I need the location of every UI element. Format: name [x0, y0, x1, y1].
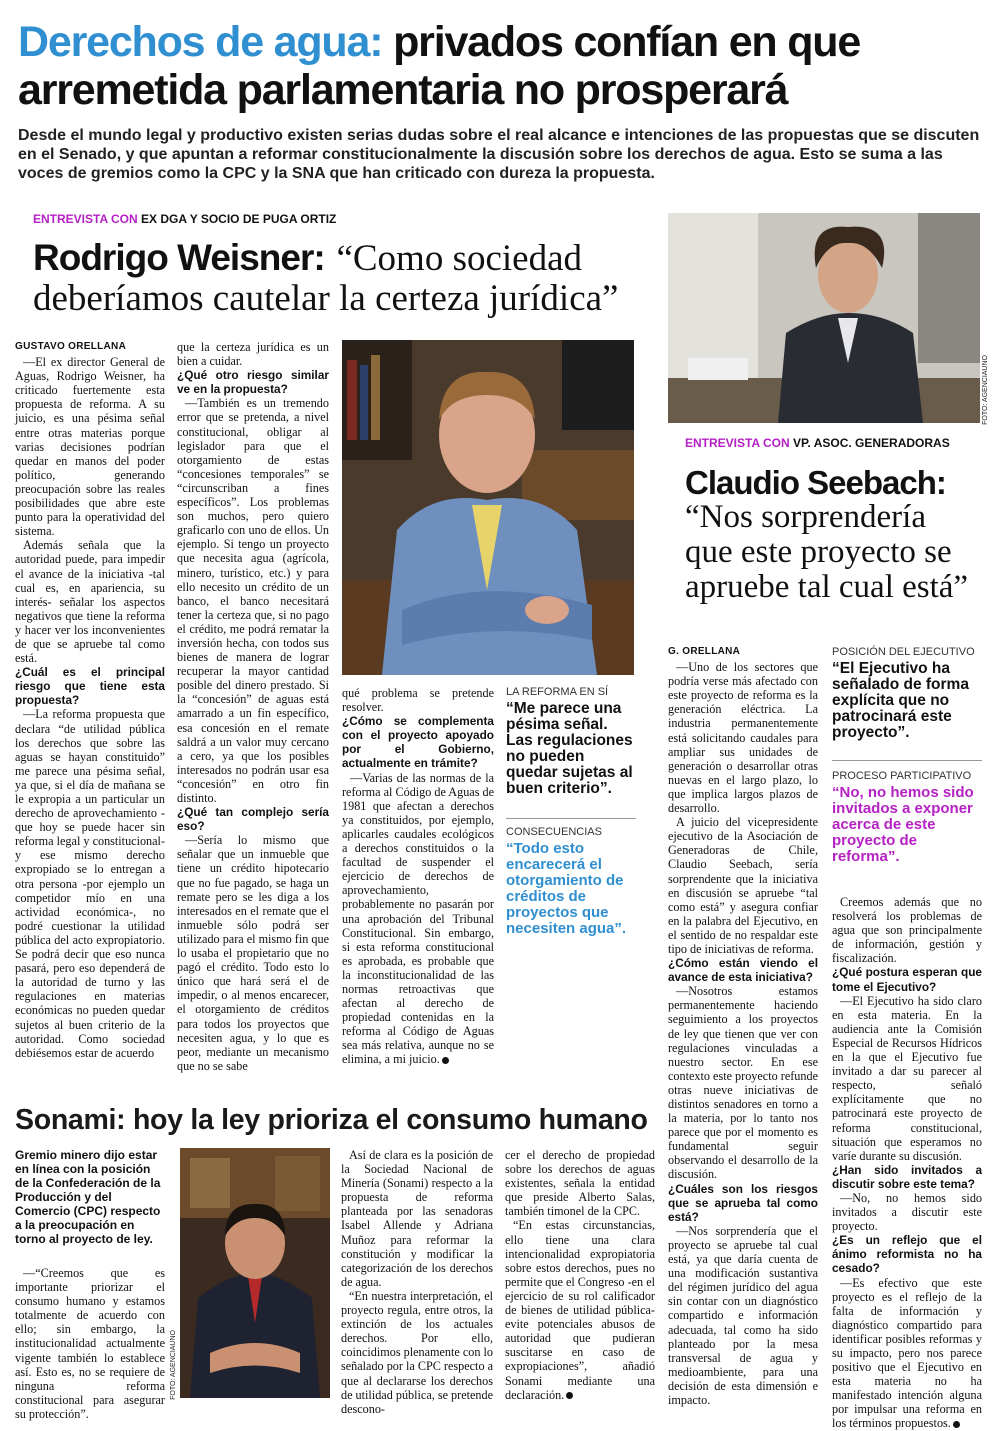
sonami-paragraph [505, 1218, 655, 1401]
seebach-pullquote-1 [832, 646, 982, 741]
sonami-paragraph: “En nuestra interpretación, el proyecto regula, entre otros, la extinción de los actuales derechos. Por ello, coincidimos plenamente con lo señalado por la CPC respecto a que al declararse los derechos de utilidad pública, se pretende descono- [341, 1288, 493, 1416]
sonami-photo [180, 1148, 330, 1398]
interview-paragraph [668, 1224, 818, 1407]
seebach-kicker-label: ENTREVISTA CON [685, 436, 790, 450]
pullquote-label: PROCESO PARTICIPATIVO [832, 770, 972, 782]
paragraph-text: Creemos además que no resolverá los problemas de agua que son principalmente de información, gestión y fiscalización. [832, 895, 982, 966]
sonami-paragraph: —“Creemos que es importante priorizar el consumo humano y estamos totalmente de acuerdo con ello; sin embargo, la institucionalidad actualmente vigente también lo establece así. Esto es, no se requiere de ninguna reforma constitucional para asegurar su protección”. [15, 1266, 165, 1421]
interview-paragraph [177, 833, 329, 1073]
paragraph-text: —Nos sorprendería que el proyecto se apruebe tal cual está, ya que daría cuenta de una modificación sustantiva del régimen jurídico del agua sin contar con un diagnóstico compartido e información adecuada, tal como ha sido planteado por la mesa transversal de agua y medioambiente, para una decisión de esta dimensión e impacto. [668, 1223, 818, 1407]
sonami-title: Sonami: hoy la ley prioriza el consumo humano [15, 1104, 648, 1136]
interview-question [177, 368, 329, 396]
paragraph-text: —Uno de los sectores que podría verse más afectado con este proyecto de reforma es la generación eléctrica. La industria permanentemente está solicitando caudales para ampliar sus unidades de generación o desarrollar otras nuevas en el largo plazo, lo que implica largos plazos de desarrollo. [668, 660, 818, 816]
interview-paragraph [832, 1276, 982, 1431]
sonami-column-3 [505, 1148, 655, 1402]
interview-question [668, 1182, 818, 1224]
seebach-photo-credit: FOTO: AGENCIAUNO [982, 355, 989, 425]
interview-question [15, 665, 165, 707]
interview-question [832, 1163, 982, 1191]
interview-paragraph [342, 686, 494, 714]
seebach-title [685, 465, 990, 605]
pullquote-text: “No, no hemos sido invitados a exponer acerca de este proyecto de reforma”. [832, 784, 974, 865]
sonami-deck: Gremio minero dijo estar en línea con la posición de la Confederación de la Producción y del Comercio (CPC) respecto a la preocupación en torno al proyecto de ley. [15, 1148, 161, 1246]
weisner-column-1 [15, 340, 165, 1060]
pullquote-label: LA REFORMA EN SÍ [506, 686, 609, 698]
paragraph-text: —Sería lo mismo que señalar que un inmueble que tiene un crédito hipotecario que no fue pagado, se haga un remate pero se les diga a los interesados en el remate que el inmueble sólo podrá ser utilizado para el mismo fin que lo usaba el propietario que no pagó el crédito. Todo esto lo único que hará será el de impedir, o al menos encarecer, el otorgamiento de créditos para todos los proyectos que necesiten agua, y lo que es peor, mediante un mecanismo que no se sabe [177, 833, 329, 1073]
seebach-photo [668, 213, 980, 423]
interview-question [668, 956, 818, 984]
end-mark-icon [953, 1421, 960, 1428]
seebach-quote-line: apruebe tal cual está” [685, 569, 969, 605]
interview-question [342, 714, 494, 770]
interview-paragraph [15, 355, 165, 538]
interview-question [832, 1233, 982, 1275]
pullquote-label: POSICIÓN DEL EJECUTIVO [832, 646, 975, 658]
weisner-photo [342, 340, 634, 675]
interview-paragraph [177, 396, 329, 805]
sonami-column-2 [341, 1148, 493, 1416]
sonami-paragraph-text: “En estas circunstancias, ello tiene una clara intencionalidad expropiatoria sobre estos derechos, pues no permite que el Congreso -en el ejercicio de su rol calificador de bienes de utilidad pública- evite potenciales abusos de autoridad que pudieran suscitarse en caso de expropiaciones”, añadió Sonami mediante una declaración. [505, 1218, 655, 1402]
paragraph-text: Además señala que la autoridad puede, para impedir el avance de la iniciativa -tal cual es, en apariencia, su interés- señalar los aspectos negativos que tiene la reforma y hacer ver los inconvenientes de que se apruebe tal como está. [15, 538, 165, 666]
interview-paragraph [832, 994, 982, 1163]
interview-paragraph [668, 660, 818, 815]
seebach-column-1 [668, 645, 818, 1405]
weisner-portrait-image [342, 340, 634, 675]
interview-paragraph [342, 771, 494, 1067]
pullquote-label: CONSECUENCIAS [506, 826, 602, 838]
pullquote-text: “El Ejecutivo ha señalado de forma explícita que no patrocinará este proyecto”. [832, 660, 969, 741]
paragraph-text: ¿Es un reflejo que el ánimo reformista no ha cesado? [832, 1233, 982, 1276]
interview-paragraph [15, 538, 165, 665]
lead-paragraph: Desde el mundo legal y productivo existen serias dudas sobre el real alcance e intenciones de las propuestas que se discuten en el Senado, y que apuntan a reformar constitucionalmente la discusión sobre los derechos de agua. Esto se suma a las voces de gremios como la CPC y la SNA que han criticado con dureza la propuesta. [18, 127, 980, 182]
seebach-byline: G. ORELLANA [668, 646, 741, 657]
paragraph-text: que la certeza jurídica es un bien a cuidar. [177, 340, 329, 369]
end-mark-icon [442, 1057, 449, 1064]
weisner-kicker [33, 212, 336, 226]
weisner-column-3 [342, 686, 494, 1066]
paragraph-text: —Nosotros estamos permanentemente haciendo seguimiento a los proyectos de ley que tienen que ver con regulaciones vinculadas a nuestro sector. En ese contexto este proyecto refunde otras nueve iniciativas de distintos senadores en torno a la materia, por lo tanto nos parece que por el momento es fundamental seguir observando el desarrollo de la discusión. [668, 984, 818, 1182]
interview-question [832, 965, 982, 993]
paragraph-text: ¿Qué otro riesgo similar ve en la propuesta? [177, 368, 329, 397]
weisner-kicker-label: ENTREVISTA CON [33, 212, 138, 226]
sonami-paragraph: cer el derecho de propiedad sobre los derechos de aguas existentes, señala la entidad que preside Alberto Salas, también timonel de la CPC. [505, 1148, 655, 1219]
seebach-kicker [685, 436, 950, 450]
paragraph-text: —No, no hemos sido invitados a discutir este proyecto. [832, 1190, 982, 1234]
weisner-quote-line2: deberíamos cautelar la certeza jurídica” [33, 278, 619, 319]
weisner-kicker-detail: EX DGA Y SOCIO DE PUGA ORTIZ [141, 212, 337, 226]
paragraph-text: ¿Cómo están viendo el avance de esta iniciativa? [668, 956, 818, 985]
paragraph-text: —Varias de las normas de la reforma al Código de Aguas de 1981 que afectan a derechos ya constituidos, por ejemplo, aplicarles caudales ecológicos a derechos constituidos o la facultad de suspender el ejercicio de derechos de aprovechamiento, probablemente no pasarán por una aprobación del Tribunal Constitucional. Sin embargo, si esta reforma constitucional es aprobada, es probable que la inconstitucionalidad de las normas retroactivas que afectan al derecho de propiedad contenidas en la reforma al Código de Aguas sea más relativa, aunque no se elimina, a mi juicio. [342, 770, 494, 1067]
seebach-kicker-detail: VP. ASOC. GENERADORAS [793, 436, 950, 450]
interview-paragraph [832, 1191, 982, 1233]
paragraph-text: ¿Cuáles son los riesgos que se aprueba tal como está? [668, 1181, 818, 1224]
interview-paragraph [177, 340, 329, 368]
pullquote-text: “Todo esto encarecerá el otorgamiento de créditos de proyectos que necesiten agua”. [506, 840, 627, 937]
paragraph-text: A juicio del vicepresidente ejecutivo de la Asociación de Generadoras de Chile, Claudio Seebach, sería sorprendente que la iniciativa en discusión se apruebe “tal como está” y asegura confiar en la palabra del Ejecutivo, en el sentido de no respaldar este tipo de iniciativas de reforma. [668, 815, 818, 956]
seebach-quote-line: que este proyecto se [685, 534, 952, 570]
paragraph-text: qué problema se pretende resolver. [342, 686, 494, 715]
sonami-column-1 [15, 1266, 165, 1421]
sonami-photo-credit: FOTO: AGENCIAUNO [170, 1330, 177, 1400]
headline-highlight: Derechos de agua: [18, 18, 383, 66]
seebach-name: Claudio Seebach: [685, 464, 946, 501]
sonami-paragraph: Así de clara es la posición de la Sociedad Nacional de Minería (Sonami) respecto a la propuesta de reforma planteada por las senadoras Isabel Allende y Adriana Muñoz para reformar la constitución y modificar la categorización de los derechos de agua. [341, 1148, 493, 1289]
seebach-quote-line: “Nos sorprendería [685, 499, 926, 535]
seebach-column-2 [832, 895, 982, 1431]
weisner-column-2 [177, 340, 329, 1073]
headline-rest: privados confían en que [393, 18, 861, 66]
paragraph-text: —El ex director General de Aguas, Rodrigo Weisner, ha criticado fuertemente esta propuesta de reforma. A su juicio, es una pésima señal entre otras materias porque varias decisiones podrían quedar en manos del poder político, generando preocupación sobre las reales posibilidades que abre este punto para la operatividad del sistema. [15, 355, 165, 539]
paragraph-text: —Es efectivo que este proyecto es el reflejo de la falta de información y diagnóstico compartido para identificar posibles reformas y su impacto, pero nos parece positivo que el Ejecutivo en esta materia no ha manifestado intención alguna por impulsar una reforma en los términos propuestos. [832, 1275, 982, 1431]
paragraph-text: ¿Han sido invitados a discutir sobre este tema? [832, 1162, 982, 1191]
paragraph-text: ¿Qué tan complejo sería eso? [177, 805, 329, 834]
interview-paragraph [668, 815, 818, 956]
seebach-pullquote-2 [832, 770, 982, 865]
weisner-pullquote-1 [506, 686, 636, 797]
end-mark-icon [566, 1392, 573, 1399]
interview-paragraph [832, 895, 982, 965]
weisner-byline: GUSTAVO ORELLANA [15, 341, 127, 352]
paragraph-text: —La reforma propuesta que declara “de utilidad pública los derechos que sobre las aguas se hayan constituido” me parece una pésima señal, ya que, si el día de mañana se le expropia a un particular un derecho de aprovechamiento -que hoy se puede hacer sin reforma legal y constitucional- y ese mismo derecho expropiado se lo entregan a otra persona -por ejemplo un competidor mío en una actividad económica-, no podré cuestionar la utilidad pública del acto expropiatorio. Se podrá decir que eso nunca pasará, pero eso dependerá de la autoridad de turno y las regulaciones en materias económicas no pueden quedar sujetos al buen criterio de la autoridad. Como sociedad debiésemos estar de acuerdo [15, 707, 165, 1060]
seebach-portrait-image [668, 213, 980, 423]
paragraph-text: ¿Cómo se complementa con el proyecto apoyado por el Gobierno, actualmente en trámite? [342, 714, 494, 771]
weisner-name: Rodrigo Weisner: [33, 237, 325, 278]
paragraph-text: —El Ejecutivo ha sido claro en esta materia. En la audiencia ante la Comisión Especial de Recursos Hídricos en la que el Ejecutivo fue invitado a dar su parecer al respecto, señaló explícitamente que no patrocinará este proyecto de reforma constitucional, situación que esperamos no varíe durante su discusión. [832, 993, 982, 1163]
paragraph-text: ¿Cuál es el principal riesgo que tiene esta propuesta? [15, 665, 165, 708]
interview-paragraph [15, 707, 165, 1059]
divider [506, 818, 636, 819]
paragraph-text: —También es un tremendo error que se pretenda, a nivel constitucional, obligar al legislador para que el otorgamiento de estas “concesiones temporales” se “circunscriban a fines específicos”. Los problemas son muchos, pero quiero graficarlo con uno de ellos. Un ejemplo. Si tengo un proyecto que necesita agua (agrícola, minero, turístico, etc.) y para ello necesito un crédito de un banco, el banco necesitará tener la certeza que, si no pago el crédito, me podrá rematar la inversión hecha, con todos sus bienes de manera de lograr recuperar la mayor cantidad posible del dinero prestado. Si la “concesión” de aguas está amarrado a un fin específico, esa concesión en el remate saldrá a un valor muy cercano a cero, ya que los posibles interesados no podrán usar esa “concesión” en otro fin distinto. [177, 396, 329, 805]
headline [18, 18, 988, 114]
sonami-portrait-image [180, 1148, 330, 1398]
weisner-quote-line1: “Como sociedad [336, 238, 583, 279]
divider [832, 760, 982, 761]
interview-paragraph [668, 984, 818, 1181]
paragraph-text: ¿Qué postura esperan que tome el Ejecutivo? [832, 965, 982, 994]
pullquote-text: “Me parece una pésima señal. Las regulaciones no pueden quedar sujetas al buen criterio”. [506, 700, 633, 797]
headline-line2: arremetida parlamentaria no prosperará [18, 66, 788, 114]
weisner-title [33, 238, 663, 318]
interview-question [177, 805, 329, 833]
weisner-pullquote-2 [506, 826, 636, 937]
